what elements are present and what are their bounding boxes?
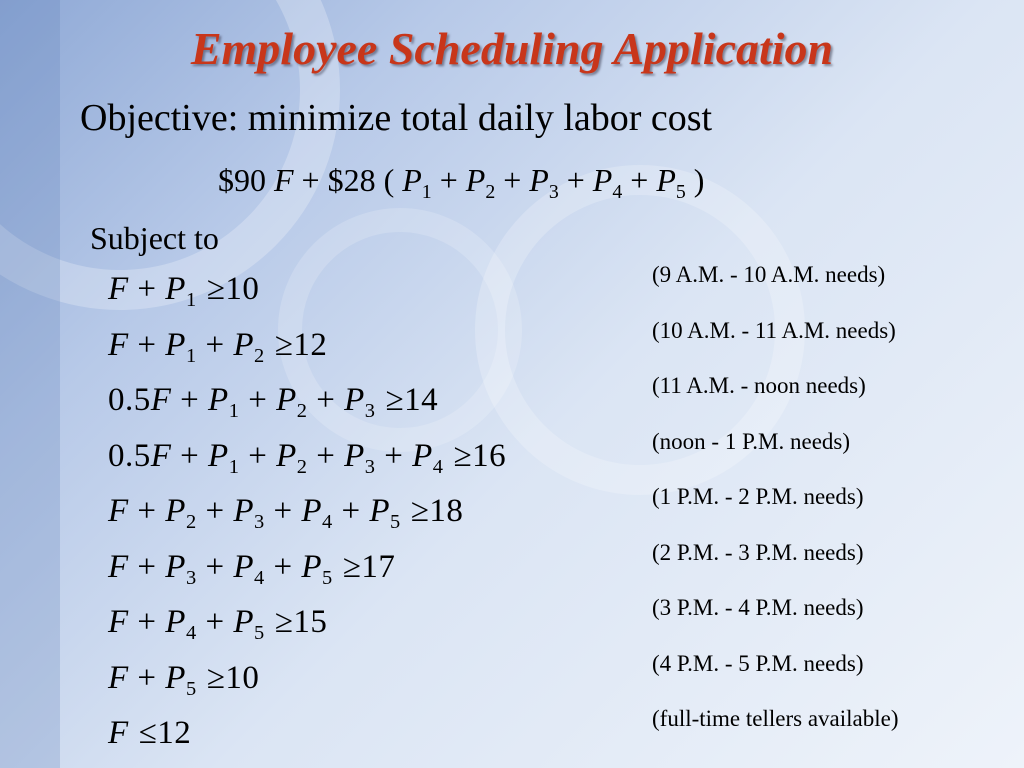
constraint-note: (9 A.M. - 10 A.M. needs) [652,262,886,287]
relation-symbol: ≥ [206,659,226,696]
plus-operator: + [128,548,166,585]
constraint-rhs: 10 [225,271,260,307]
constraint-rhs: 16 [472,437,507,474]
constraint-variable: P [344,437,365,474]
relation-symbol: ≥ [274,326,294,363]
objective-subscript: 2 [485,180,496,203]
constraint-note: (noon - 1 P.M. needs) [652,428,851,454]
constraint-equation [108,266,259,312]
variable-subscript: 5 [322,566,333,589]
variable-subscript: 5 [253,622,265,645]
plus-operator: + [375,437,413,474]
objective-operator: + [431,162,466,198]
constraint-variable: P [412,437,433,474]
constraint-variable: F [108,604,129,640]
variable-subscript: 4 [322,511,333,534]
variable-subscript: 1 [228,400,240,423]
objective-subscript: 3 [548,180,559,203]
relation-symbol: ≥ [410,493,430,529]
constraint-note: (11 A.M. - noon needs) [652,373,866,398]
constraint-variable: P [165,659,186,696]
constraint-variable: P [344,382,365,418]
objective-coef-p: + $28 ( [293,162,403,198]
objective-subscript: 1 [421,180,432,203]
objective-var-p3: P [529,162,549,198]
objective-label: Objective: minimize total daily labor cost [80,97,713,139]
variable-subscript: 3 [185,566,197,589]
constraint-equation [108,377,438,423]
variable-subscript: 1 [185,289,197,312]
variable-subscript: 3 [253,511,265,534]
constraint-variable: P [208,382,229,418]
subject-to-label: Subject to [90,220,219,256]
constraint-variable: P [165,493,186,529]
constraint-rhs: 17 [361,548,396,585]
objective-operator: + [622,162,657,198]
constraint-variable: P [165,548,186,585]
constraint-equation [108,599,327,645]
relation-symbol: ≤ [138,715,158,751]
constraint-variable: F [108,326,129,363]
constraint-rhs: 12 [293,326,328,363]
constraint-variable: P [233,493,254,529]
constraint-equation [108,488,463,534]
constraint-coefficient: 0.5 [108,437,151,474]
plus-operator: + [128,659,166,696]
relation-symbol: ≥ [342,548,362,585]
constraint-variable: P [165,604,186,640]
constraint-variable: F [108,493,129,529]
relation-symbol: ≥ [453,437,473,474]
constraint-note: (1 P.M. - 2 P.M. needs) [652,484,864,509]
variable-subscript: 2 [296,455,308,478]
variable-subscript: 2 [253,344,265,367]
constraint-variable: F [150,437,172,474]
objective-operator: + [558,162,593,198]
objective-var-p1: P [402,162,422,198]
constraint-variable: F [108,659,129,696]
plus-operator: + [264,548,302,585]
objective-subscript: 5 [675,180,686,203]
constraint-note: (4 P.M. - 5 P.M. needs) [652,650,864,676]
objective-p-terms [402,162,705,203]
variable-subscript: 1 [228,455,240,478]
plus-operator: + [196,548,234,585]
relation-symbol: ≥ [274,604,294,640]
constraint-variable: P [165,326,186,363]
plus-operator: + [196,493,234,529]
constraint-variable: P [301,493,322,529]
constraint-note: (3 P.M. - 4 P.M. needs) [652,595,864,620]
relation-symbol: ≥ [206,271,226,307]
variable-subscript: 2 [185,511,197,534]
objective-operator: ) [685,162,705,198]
variable-subscript: 4 [185,622,197,645]
constraint-variable: P [233,604,254,640]
variable-subscript: 3 [364,455,376,478]
constraint-note: (full-time tellers available) [652,706,899,731]
plus-operator: + [332,493,370,529]
constraint-rhs: 14 [404,382,439,418]
plus-operator: + [307,437,345,474]
constraint-variable: P [233,326,254,363]
objective-subscript: 4 [612,180,623,203]
constraint-variable: P [276,382,297,418]
variable-subscript: 1 [185,344,197,367]
constraint-variable: F [108,271,129,307]
plus-operator: + [239,382,277,418]
constraint-variable: P [165,271,186,307]
constraint-equation [108,655,259,701]
plus-operator: + [128,604,166,640]
constraint-variable: F [150,382,172,418]
constraint-equation [108,544,395,590]
variable-subscript: 4 [432,455,444,478]
constraint-rhs: 18 [429,493,464,529]
constraint-variable: P [208,437,229,474]
objective-var-p5: P [656,162,676,198]
plus-operator: + [128,326,166,363]
plus-operator: + [196,326,234,363]
plus-operator: + [171,382,209,418]
objective-var-p4: P [592,162,613,198]
constraint-note: (2 P.M. - 3 P.M. needs) [652,539,864,565]
constraint-note: (10 A.M. - 11 A.M. needs) [652,317,896,343]
constraint-variable: P [369,493,391,529]
constraint-variable: P [233,548,254,585]
variable-subscript: 5 [185,677,197,700]
objective-var-p2: P [465,162,486,198]
relation-symbol: ≥ [385,382,405,418]
variable-subscript: 4 [253,566,265,589]
variable-subscript: 2 [296,400,308,423]
constraint-variable: P [276,437,297,474]
objective-var-f: F [274,162,294,198]
plus-operator: + [239,437,277,474]
plus-operator: + [171,437,209,474]
constraint-equation [108,322,327,368]
objective-coef-f: $90 [218,162,274,198]
constraint-rhs: 15 [293,604,328,640]
constraint-rhs: 12 [157,715,192,751]
constraint-variable: F [108,548,129,585]
constraint-variable: P [301,548,322,585]
variable-subscript: 3 [364,400,376,423]
slide-title: Employee Scheduling Application [190,23,834,74]
objective-function [218,162,705,203]
plus-operator: + [128,493,166,529]
objective-operator: + [495,162,530,198]
constraint-coefficient: 0.5 [108,382,151,418]
plus-operator: + [196,604,234,640]
constraint-equation [108,710,191,756]
constraint-variable: F [108,715,129,751]
constraint-rhs: 10 [225,659,260,696]
constraint-equation [108,433,506,479]
plus-operator: + [307,382,345,418]
plus-operator: + [128,271,166,307]
variable-subscript: 5 [390,511,401,534]
plus-operator: + [264,493,302,529]
